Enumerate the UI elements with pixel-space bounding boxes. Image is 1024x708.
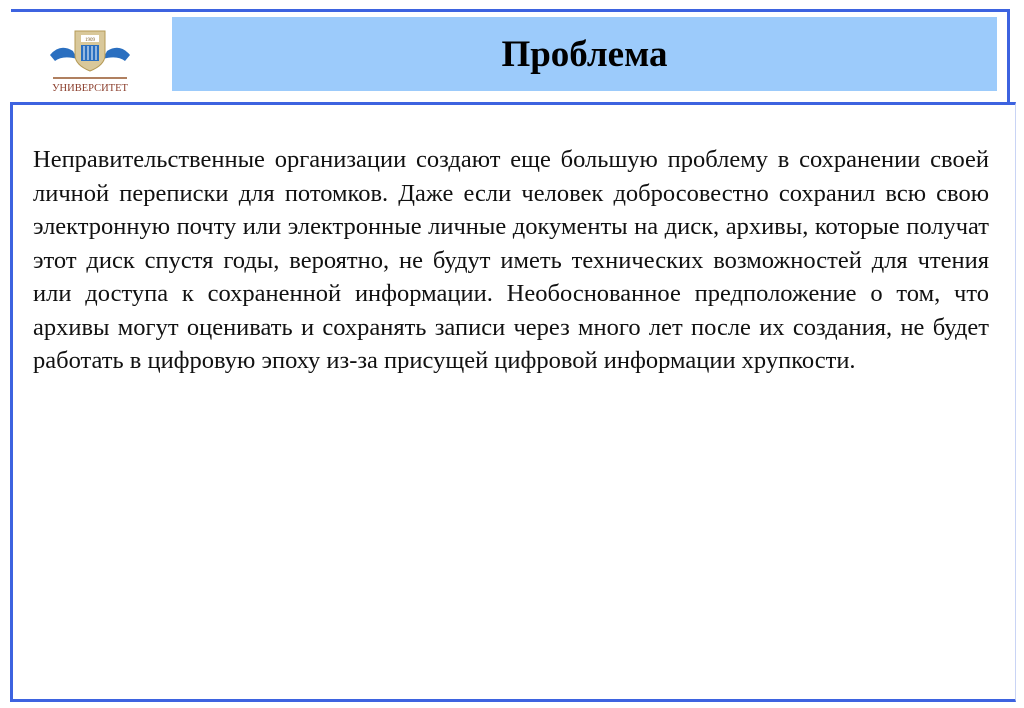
header-right-border [1007, 9, 1010, 104]
logo-text: УНИВЕРСИТЕТ [52, 83, 128, 94]
body-paragraph: Неправительственные организации создают еще большую проблему в сохранении своей личной переписки для потомков. Даже если человек добросовестно сохранил всю свою электронную почту или электронные личные документы на диск, архивы, которые получат этот диск спустя годы, вероятно, не будут иметь технических возможностей для чтения или доступа к сохраненной информации. Необоснованное предположение о том, что архивы могут оценивать и сохранять записи через много лет после их создания, не будет работать в цифровую эпоху из-за присущей цифровой информации хрупкости. [33, 146, 989, 374]
slide-title: Проблема [501, 33, 668, 75]
title-banner [172, 17, 997, 91]
header-top-border [11, 9, 1010, 12]
logo-year: 1909 [85, 38, 95, 43]
university-logo [45, 25, 135, 95]
